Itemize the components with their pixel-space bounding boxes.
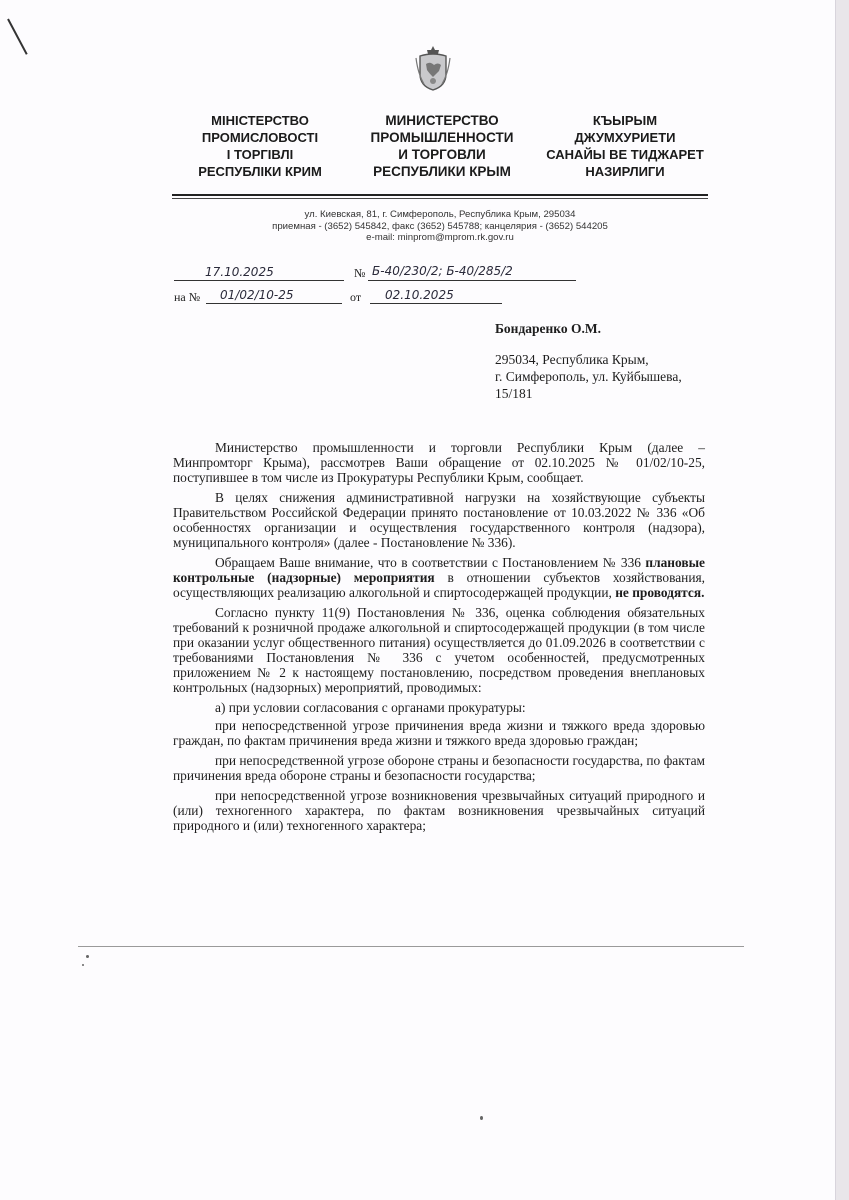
ministry-name-crimean-tatar xyxy=(530,112,720,180)
paper-speck xyxy=(86,955,89,958)
header-line: РЕСПУБЛІКИ КРИМ xyxy=(198,164,322,179)
paragraph xyxy=(173,555,705,600)
paragraph: В целях снижения административной нагрузки на хозяйствующие субъекты Правительством Российской Федерации принято постановление от 10.03.2022 № 336 «Об особенностях организации и осуществления государственного контроля (надзора), муниципального контроля» (далее - Постановление № 336). xyxy=(173,490,705,550)
paper-speck xyxy=(480,1116,483,1120)
addressee-address-line: 15/181 xyxy=(495,386,533,401)
crimea-emblem-icon xyxy=(414,44,452,92)
header-line: И ТОРГОВЛИ xyxy=(398,147,486,162)
reply-number-underline xyxy=(206,303,342,304)
paragraph: Согласно пункту 11(9) Постановления № 336, оценка соблюдения обязательных требований к розничной продаже алкогольной и спиртосодержащей продукции (в том числе при оказании услуг общественного питания) осуществляется до 01.09.2026 в соответствии с требованиями Постановления № 336 с учетом особенностей, предусмотренных приложением № 2 к настоящему постановлению, посредством проведения внеплановых контрольных (надзорных) мероприятий, проводимых: xyxy=(173,605,705,695)
paragraph-text: в отношении субъектов хозяйствования, осуществляющих реализацию алкогольной и спиртосодержащей продукции, xyxy=(173,570,705,600)
header-line: КЪЫРЫМ xyxy=(592,113,658,128)
reply-date-underline xyxy=(370,303,502,304)
header-divider xyxy=(172,194,708,196)
letter-body xyxy=(173,440,705,838)
outgoing-date: 17.10.2025 xyxy=(205,265,274,279)
header-line: ПРОМЫШЛЕННОСТИ xyxy=(370,130,514,145)
reply-number: 01/02/10-25 xyxy=(220,288,294,302)
header-line: НАЗИРЛИГИ xyxy=(585,164,665,179)
addressee-name: Бондаренко О.М. xyxy=(495,321,602,336)
from-label: от xyxy=(350,290,362,304)
reply-label: на № xyxy=(174,290,201,304)
paragraph: при непосредственной угрозе возникновения чрезвычайных ситуаций природного и (или) техногенного характера, по фактам возникновения чрезвычайных ситуаций природного и (или) техногенного характера; xyxy=(173,788,705,833)
header-divider-thin xyxy=(172,198,708,199)
ministry-name-russian xyxy=(362,112,522,180)
pen-mark xyxy=(7,19,28,55)
header-line: ПРОМИСЛОВОСТІ xyxy=(201,130,319,145)
header-line: ДЖУМХУРИЕТИ xyxy=(574,130,676,145)
emphasis-text: плановые контрольные (надзорные) мероприятия xyxy=(173,555,705,585)
paper-speck xyxy=(82,964,84,966)
footer-divider xyxy=(78,946,744,947)
ministry-name-ukrainian xyxy=(180,112,340,180)
outgoing-number: Б-40/230/2; Б-40/285/2 xyxy=(372,264,513,278)
paragraph: при непосредственной угрозе причинения вреда жизни и тяжкого вреда здоровью граждан, по фактам причинения вреда жизни и тяжкого вреда здоровью граждан; xyxy=(173,718,705,748)
header-line: МИНИСТЕРСТВО xyxy=(385,113,499,128)
addressee-block xyxy=(495,320,682,402)
number-underline xyxy=(368,280,576,281)
header-line: МІНІСТЕРСТВО xyxy=(211,113,309,128)
number-label: № xyxy=(354,266,366,280)
addressee-address-line: 295034, Республика Крым, xyxy=(495,352,649,367)
addressee-address-line: г. Симферополь, ул. Куйбышева, xyxy=(495,369,682,384)
contact-block xyxy=(200,209,680,244)
contact-address: ул. Киевская, 81, г. Симферополь, Республика Крым, 295034 xyxy=(304,209,576,220)
header-line: РЕСПУБЛИКИ КРЫМ xyxy=(373,164,511,179)
paragraph: а) при условии согласования с органами прокуратуры: xyxy=(215,700,526,715)
paragraph-text: Обращаем Ваше внимание, что в соответствии с Постановлением № 336 xyxy=(215,555,646,570)
paragraph: при непосредственной угрозе обороне страны и безопасности государства, по фактам причинения вреда обороне страны и безопасности государства; xyxy=(173,753,705,783)
header-line: САНАЙЫ ВЕ ТИДЖАРЕТ xyxy=(546,147,704,162)
paragraph: Министерство промышленности и торговли Республики Крым (далее – Минпромторг Крыма), рассмотрев Ваши обращение от 02.10.2025 № 01/02/10-25, поступившее в том числе из Прокуратуры Республики Крым, сообщает. xyxy=(173,440,705,485)
emphasis-text: не проводятся. xyxy=(615,585,705,600)
header-line: І ТОРГІВЛІ xyxy=(226,147,294,162)
date-underline xyxy=(174,280,344,281)
contact-phones: приемная - (3652) 545842, факс (3652) 545788; канцелярия - (3652) 544205 xyxy=(272,220,608,232)
contact-email: e-mail: minprom@mprom.rk.gov.ru xyxy=(366,232,514,243)
reply-date: 02.10.2025 xyxy=(385,288,454,302)
